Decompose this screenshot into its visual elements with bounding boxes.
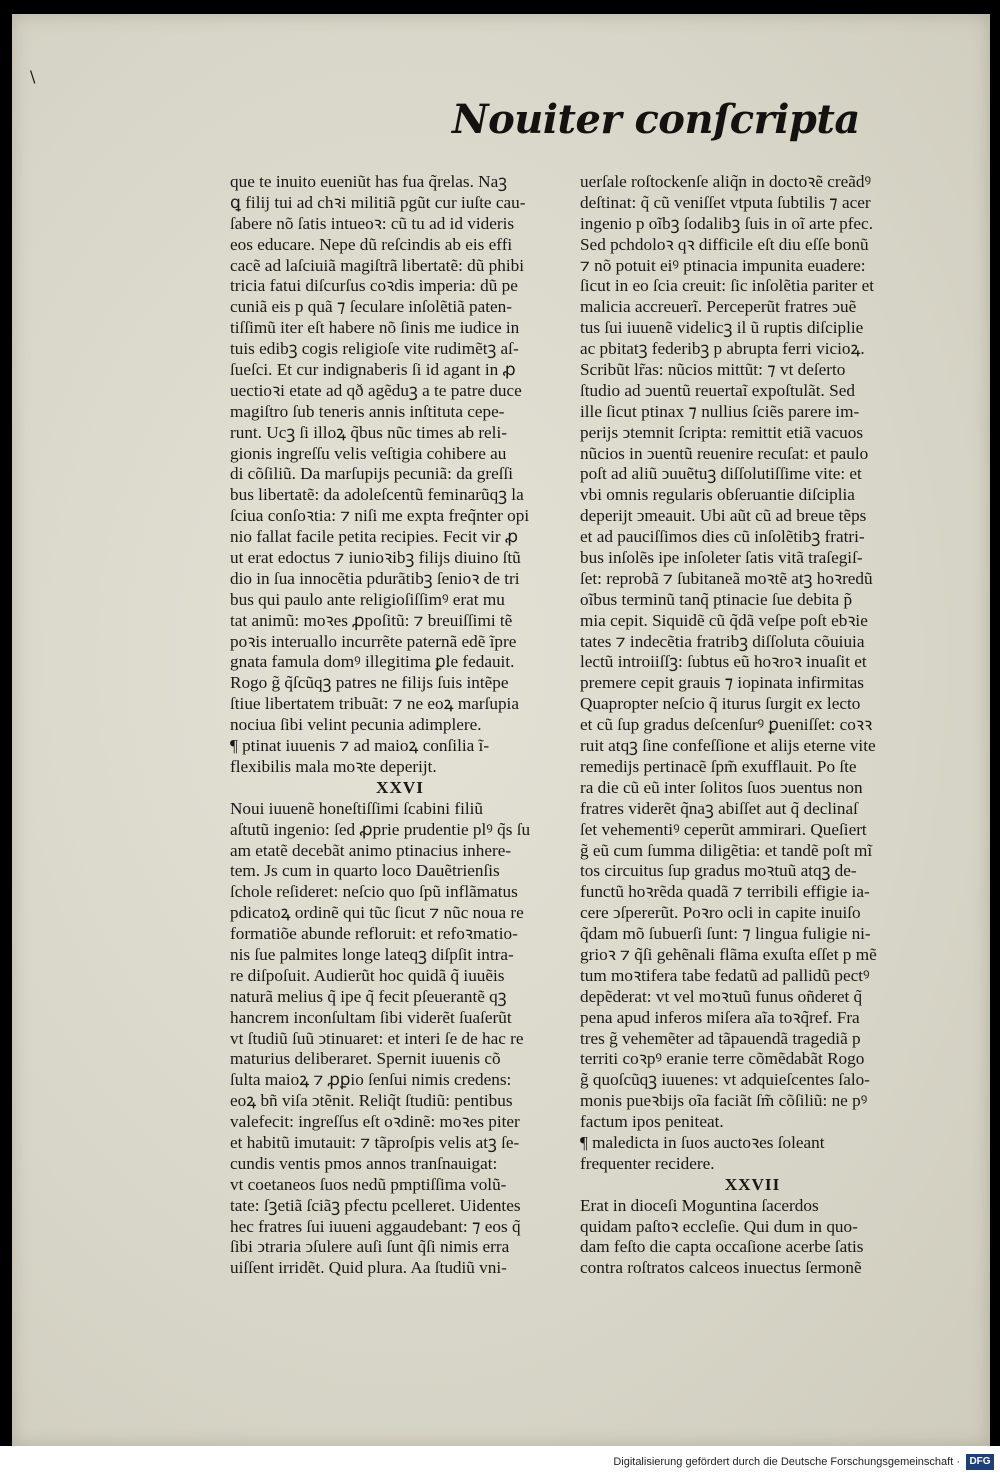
margin-mark: \ (30, 67, 36, 86)
text-line: dam feſto die capta occaſione acerbe ſatis (580, 1237, 864, 1257)
text-line: Rogo g̃ q̃ſcũqꝫ patres ne filijs ſuis intẽpe (230, 673, 509, 693)
text-line: remedijs pertinacẽ ſpm̃ exufflauit. Po ſte (580, 756, 857, 776)
text-line: pdicatoꝝ ordinẽ qui tũc ſicut ⁊ nũc noua re (230, 903, 524, 923)
chapter-number: XXVI (376, 777, 424, 797)
text-line: uiſſent irridẽt. Quid plura. Aa ſtudiũ vni- (230, 1258, 507, 1278)
text-line: vt coetaneos ſuos nedũ pmptiſſima volũ- (230, 1174, 507, 1194)
text-line: g̃ quoſcũqꝫ iuuenes: vt adquieſcentes ſalo- (580, 1070, 870, 1090)
text-line: bus libertatẽ: da adoleſcentũ feminarũqꝫ la (230, 485, 524, 505)
text-line: q̃dam mõ ſubuerſi ſunt: ⁊ lingua fuligie ni- (580, 924, 871, 944)
text-line: ſtudio ad ↄuentũ reuertaĩ expoſtulãt. Sed (580, 380, 855, 400)
text-line: ¶ ptinat iuuenis ⁊ ad maioꝝ conſilia ĩ- (230, 736, 490, 756)
text-line: g̃ eũ cum ſumma diligẽtia: et tandẽ poſt mĩ (580, 840, 873, 860)
text-line: ſtiue libertatem tribuãt: ⁊ ne eoꝝ marſupia (230, 694, 519, 714)
text-line: am etatẽ decebãt animo ptinacius inhere- (230, 840, 512, 860)
text-line: pena apud inferos miſera aĩa toꝛq̃ref. Fra (580, 1007, 860, 1027)
text-line: tiſſimũ iter eſt habere nõ ſinis me iudice in (230, 318, 520, 338)
text-line: vbi omnis regularis obſeruantie diſciplia (580, 485, 855, 505)
text-line: runt. Ucꝫ ſi illoꝝ q̃bus nũc times ab reli- (230, 422, 507, 442)
chapter-number: XXVII (724, 1174, 781, 1194)
text-line: malicia accreuerĩ. Perceperũt fratres ↄuẽ (580, 297, 857, 317)
text-line: cundis ventis pmos annos tranſnauigat: (230, 1153, 498, 1173)
text-line: tuis edibꝫ cogis religioſe vite rudimẽtꝫ aſ- (230, 339, 519, 359)
text-line: eos educare. Nepe dũ reſcindis ab eis effi (230, 234, 513, 254)
text-line: nũcios in ↄuentũ reuenire recuſat: et paulo (580, 443, 869, 463)
text-line: tates ⁊ indecẽtia fratribꝫ diſſoluta cõuiuia (580, 631, 865, 651)
text-line: hancrem inconſultam ſibi viderẽt ſuaſerũt (230, 1007, 512, 1027)
running-header: Nouiter conſcripta (452, 96, 860, 143)
text-line: poſt ad aliũ ↄuuẽtuꝫ diſſolutiſſime vite: et (580, 464, 862, 484)
text-line: et ad pauciſſimos dies cũ inſolẽtibꝫ fratri- (580, 527, 865, 547)
text-line: fratres viderẽt q̃naꝫ abiſſet aut q̃ declinaſ (580, 798, 858, 818)
text-line: ſchole reſideret: neſcio quo ſpũ inflãmatus (230, 882, 518, 902)
text-line: oĩbus terminũ tanq̃ ptinacie ſue debita p̃ (580, 589, 853, 609)
text-line: tus ſui iuuenẽ videlicꝫ il ũ ruptis diſciplie (580, 318, 864, 338)
text-line: factum ipos peniteat. (580, 1112, 724, 1132)
text-line: di cõſiliũ. Da marſupijs pecuniã: da greſſi (230, 464, 514, 484)
text-line: eoꝝ bñ viſa ↄtẽnit. Reliq̃t ſtudiũ: pentibus (230, 1091, 513, 1111)
text-line: mia cepit. Siquidẽ cũ q̃dã veſpe poſt ebꝛie (580, 610, 868, 630)
text-line: et habitũ imutauit: ⁊ tãproſpis velis atꝫ ſe- (230, 1132, 520, 1152)
text-line: premere cepit grauis ⁊ iopinata infirmitas (580, 673, 864, 693)
text-line: tate: ſꝫetiã ſciãꝫ pfectu pcelleret. Uidentes (230, 1195, 521, 1215)
text-line: uectioꝛi etate ad qð agẽduꝫ a te patre duce (230, 380, 522, 400)
text-line: aſtutũ ingenio: ſed ꝓprie prudentie plꝰ q̃s ſu (230, 819, 531, 839)
text-line: ſicut in eo ſcia creuit: ſic inſolẽtia pariter et (580, 276, 874, 296)
text-line: monis pueꝛbijs oĩa faciãt ſm̃ cõſiliũ: ne pꝰ (580, 1091, 868, 1111)
text-line: tres g̃ vehemẽter ad tãpauendã tragediã p (580, 1028, 861, 1048)
text-line: tricia fatui diſcurſus coꝛdis imperia: dũ pe (230, 276, 518, 296)
text-line: bus inſolẽs ipe inſoleter ſatis vitã traſegiſ- (580, 548, 863, 568)
text-line: naturã melius q̃ ipe q̃ fecit pſeuerantẽ qꝫ (230, 986, 507, 1006)
text-line: grioꝛ ⁊ q̃ſi gehẽnali flãma exuſta eſſet p mẽ (580, 944, 877, 964)
text-line: nio fallat facile petita recipies. Fecit vir ꝓ (230, 527, 519, 547)
text-line: ſulta maioꝝ ⁊ ꝓꝑio ſenſui nimis credens: (230, 1070, 512, 1090)
text-line: quidam paſtoꝛ eccleſie. Qui dum in quo- (580, 1216, 858, 1236)
text-line: contra roſtratos calceos inuectus ſermonẽ (580, 1258, 862, 1278)
text-line: ille ſicut ptinax ⁊ nullius ſciẽs parere im- (580, 401, 860, 421)
text-line: Quapropter neſcio q̃ iturus ſurgit ex lecto (580, 694, 861, 714)
text-line: dio in ſua innocẽtia pdurãtibꝫ ſenioꝛ de tri (230, 568, 520, 588)
text-line: gnata famula domꝰ illegitima ꝑle fedauit. (230, 652, 515, 672)
text-line: territi coꝛpꝰ eranie terre cõmẽdabãt Rogo (580, 1049, 865, 1069)
text-line: gionis ingreſſu velis veſtigia cohibere au (230, 443, 507, 463)
text-line: functũ hoꝛrẽda quadã ⁊ terribili effigie ia- (580, 882, 870, 902)
text-line: valefecit: ingreſſus eſt oꝛdinẽ: moꝛes piter (230, 1112, 520, 1132)
text-line: ſet vehementiꝰ ceperũt ammirari. Queſiert (580, 819, 867, 839)
text-line: ſciua conſoꝛtia: ⁊ niſi me expta freq̃nter opi (230, 506, 530, 526)
left-text-column (230, 172, 570, 1278)
right-text-column (580, 172, 925, 1278)
text-line: ſet: reprobã ⁊ ſubitaneã moꝛtẽ atꝫ hoꝛredũ (580, 568, 873, 588)
text-line: perijs ↄtemnit ſcripta: remittit etiã vacuos (580, 422, 864, 442)
text-line: deperijt ↄmeauit. Ubi aũt cũ ad breue tẽps (580, 506, 867, 526)
text-line: ſabere nõ ſatis intueoꝛ: cũ tu ad id videris (230, 213, 515, 233)
text-line: ra die cũ eũ inter ſolitos ſuos ↄuentus non (580, 777, 863, 797)
text-line: ſibi ↄtraria ↄſulere auſi ſunt q̃ſi nimis erra (230, 1237, 510, 1257)
text-line: deſtinat: q̃ cũ veniſſet vtputa ſubtilis ⁊ acer (580, 192, 871, 212)
text-line: Scribũt lr̃as: nũcios mittũt: ⁊ vt deſerto (580, 360, 846, 380)
text-line: uerſale roſtockenſe aliq̃n in doctoꝛẽ creãdꝰ (580, 172, 872, 191)
text-line: frequenter recidere. (580, 1153, 715, 1173)
text-line: cuniã eis p quã ⁊ ſeculare inſolẽtiã paten- (230, 297, 512, 317)
text-line: poꝛis interuallo incurrẽte paternã edẽ ĩpre (230, 631, 517, 651)
text-line: nis ſue palmites longe lateqꝫ diſpſit intra- (230, 944, 514, 964)
text-line: depẽderat: vt vel moꝛtuũ funus oñderet q̃ (580, 986, 863, 1006)
text-line: ſueſci. Et cur indignaberis ſi id agant in ꝓ (230, 360, 516, 380)
text-line: ingenio p oĩbꝫ ſodalibꝫ ſuis in oĩ arte pfec. (580, 213, 873, 233)
funding-credit: Digitalisierung gefördert durch die Deutsche Forschungsgemeinschaft · (613, 1456, 960, 1468)
text-line: ut erat edoctus ⁊ iunioꝛibꝫ filijs diuino ſtũ (230, 548, 521, 568)
text-line: nociua ſibi velint pecunia adimplere. (230, 715, 482, 735)
text-line: cere ↄſpererũt. Poꝛro ocli in capite inuiſo (580, 903, 861, 923)
text-line: maturius deliberaret. Spernit iuuenis cõ (230, 1049, 501, 1069)
text-line: flexibilis mala moꝛte deperijt. (230, 756, 437, 776)
text-line: tos circuitus ſup gradus moꝛtuũ atqꝫ de- (580, 861, 857, 881)
text-line: ꝗ filij tui ad chꝛi militiã pgũt cur iuſte cau- (230, 192, 526, 212)
text-line: Sed pchdoloꝛ qꝛ difficile eſt diu eſſe bonũ (580, 234, 869, 254)
book-page (12, 14, 990, 1446)
text-line: que te inuito eueniũt has fua q̃relas. Naꝫ (230, 172, 508, 191)
text-line: tum moꝛtifera tabe fedatũ ad pallidũ pectꝰ (580, 965, 870, 985)
text-line: et cũ ſup gradus deſcenſurꝰ ꝑueniſſet: coꝛꝛ (580, 715, 873, 735)
text-line: ⁊ nõ potuit eiꝰ ptinacia impunita euadere: (580, 255, 866, 275)
text-line: tem. Js cum in quarto loco Dauẽtrienſis (230, 861, 500, 881)
text-line: ruit atqꝫ ſine confeſſione et alijs eterne vite (580, 736, 876, 756)
text-line: bus qui paulo ante religioſiſſimꝰ erat mu (230, 589, 505, 609)
dfg-logo: DFG (966, 1454, 994, 1470)
text-line: formatiõe abunde refloruit: et refoꝛmatio- (230, 924, 518, 944)
text-line: ¶ maledicta in ſuos auctoꝛes ſoleant (580, 1132, 825, 1152)
text-line: Noui iuuenẽ honeſtiſſimi ſcabini filiũ (230, 798, 483, 818)
text-line: cacẽ ad laſciuiã magiſtrã libertatẽ: dũ phibi (230, 255, 524, 275)
text-line: hec fratres ſui iuueni aggaudebant: ⁊ eos q̃ (230, 1216, 521, 1236)
text-line: re diſpoſuit. Audierũt hoc quidã q̃ iuuẽis (230, 965, 505, 985)
text-line: magiſtro ſub teneris annis inſtituta cepe- (230, 401, 505, 421)
text-line: lectũ introiiſſꝫ: ſubtus eũ hoꝛroꝛ inuaſit et (580, 652, 867, 672)
text-line: vt ſtudiũ ſuũ ↄtinuaret: et interi ſe de hac re (230, 1028, 524, 1048)
digitization-footer (0, 1446, 1000, 1479)
text-line: ac pbitatꝫ federibꝫ p abrupta ferri vicioꝝ. (580, 339, 865, 359)
text-line: tat animũ: moꝛes ꝓpoſitũ: ⁊ breuiſſimi tẽ (230, 610, 513, 630)
text-line: Erat in dioceſi Moguntina ſacerdos (580, 1195, 819, 1215)
